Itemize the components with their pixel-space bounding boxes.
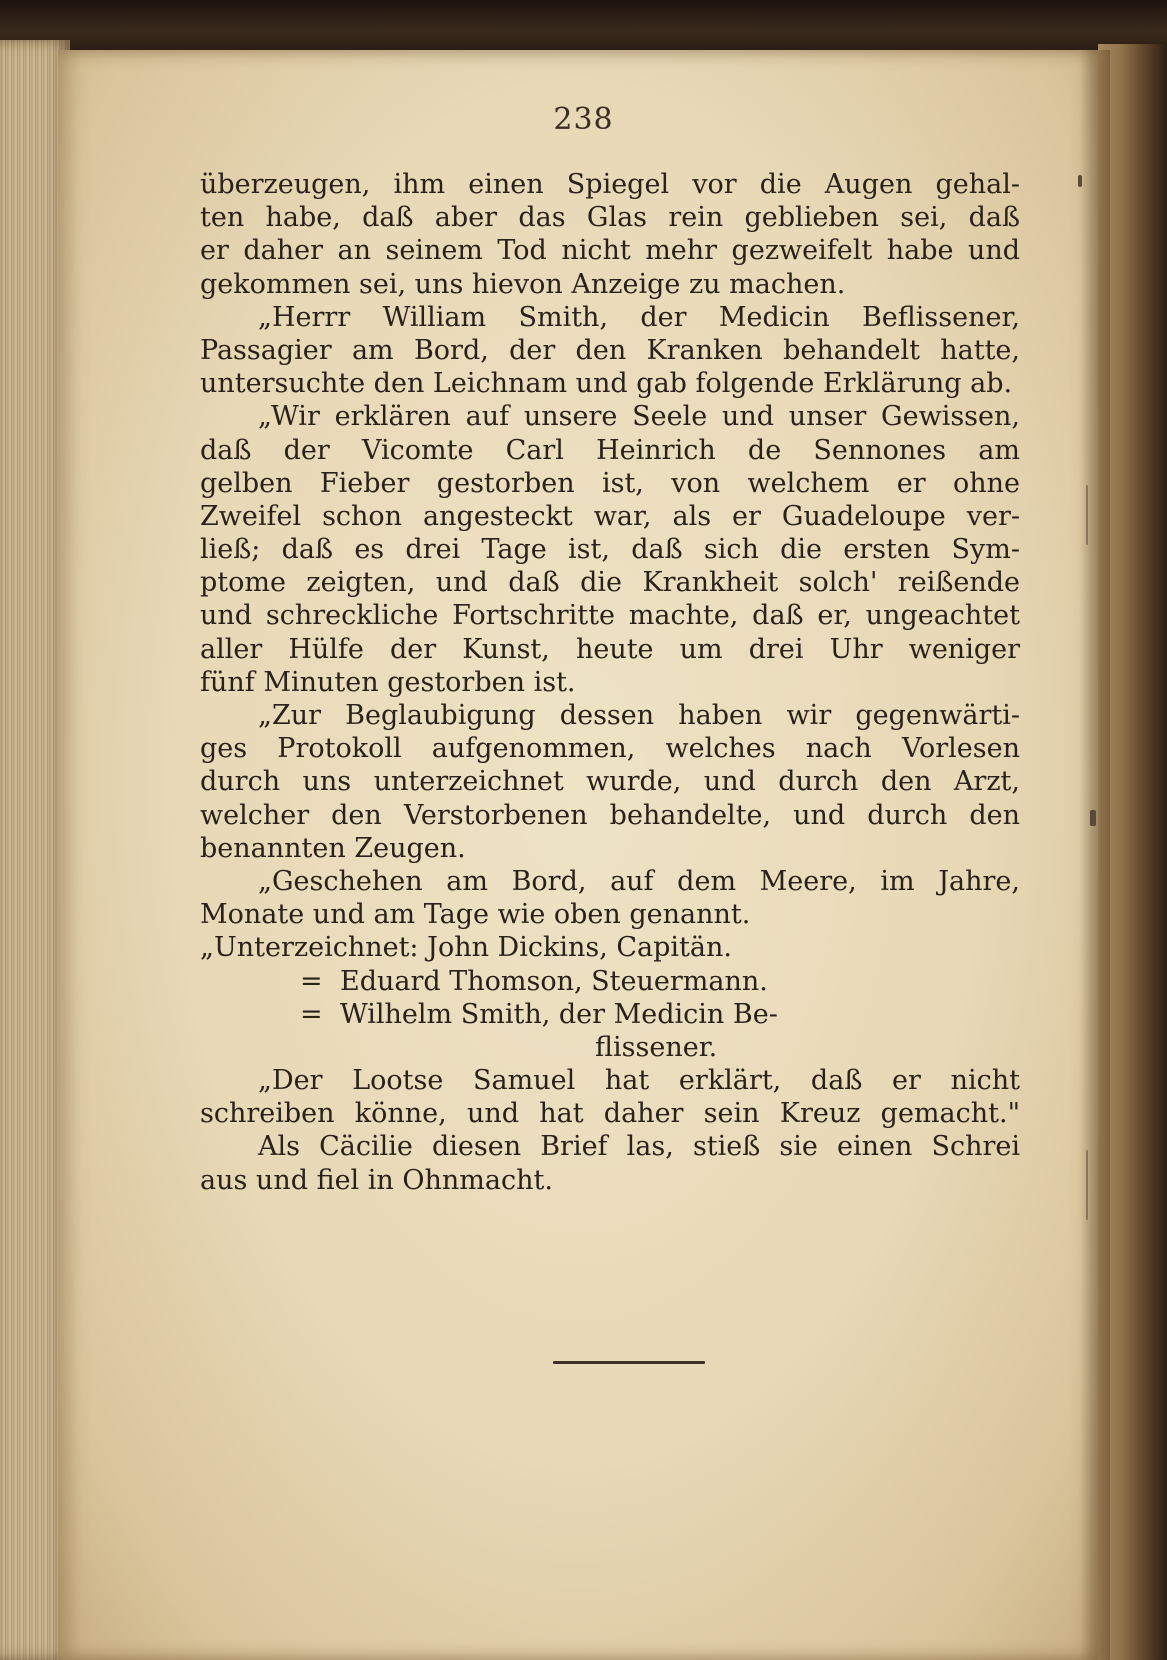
text-line: „Herrr William Smith, der Medicin Beflissener, bbox=[258, 301, 1020, 333]
signature-line bbox=[200, 965, 1020, 998]
margin-line bbox=[1086, 485, 1088, 545]
gutter-shadow bbox=[1080, 50, 1110, 1660]
book-top-edge bbox=[0, 0, 1167, 52]
text-line: Monate und am Tage wie oben genannt. bbox=[200, 899, 751, 931]
text-line: „Geschehen am Bord, auf dem Meere, im Jahre, bbox=[258, 865, 1020, 897]
margin-speck bbox=[1090, 810, 1096, 826]
text-line: überzeugen, ihm einen Spiegel vor die Augen gehal- bbox=[200, 169, 1020, 200]
text-line: ptome zeigten, und daß die Krankheit solch' reißende bbox=[200, 567, 1020, 599]
margin-speck bbox=[1078, 175, 1082, 187]
text-line: ließ; daß es drei Tage ist, daß sich die ersten Sym- bbox=[200, 534, 1020, 566]
signature-line bbox=[200, 998, 1020, 1031]
text-line: Zweifel schon angesteckt war, als er Guadeloupe ver- bbox=[200, 500, 1020, 532]
text-line: benannten Zeugen. bbox=[200, 832, 466, 864]
signature-name: Wilhelm Smith, der Medicin Be- bbox=[340, 998, 778, 1030]
text-line: gekommen sei, uns hievon Anzeige zu machen. bbox=[200, 268, 846, 300]
text-line: Als Cäcilie diesen Brief las, stieß sie einen Schrei bbox=[258, 1131, 1020, 1163]
text-line: ten habe, daß aber das Glas rein geblieben sei, daß bbox=[200, 202, 1020, 234]
text-line: und schreckliche Fortschritte machte, daß er, ungeachtet bbox=[200, 600, 1020, 632]
text-line: fünf Minuten gestorben ist. bbox=[200, 666, 576, 698]
text-line: welcher den Verstorbenen behandelte, und durch den bbox=[200, 799, 1020, 831]
signature-name: Eduard Thomson, Steuermann. bbox=[340, 965, 768, 997]
text-line: schreiben könne, und hat daher sein Kreuz gemacht." bbox=[200, 1098, 1020, 1130]
text-line: gelben Fieber gestorben ist, von welchem er ohne bbox=[200, 467, 1020, 499]
text-line: „Wir erklären auf unsere Seele und unser Gewissen, bbox=[258, 401, 1020, 433]
text-line: untersuchte den Leichnam und gab folgende Erklärung ab. bbox=[200, 368, 1013, 400]
page-number: 238 bbox=[553, 102, 614, 137]
end-rule bbox=[553, 1361, 705, 1364]
margin-line bbox=[1086, 1150, 1088, 1220]
text-line: er daher an seinem Tod nicht mehr gezweifelt habe und bbox=[200, 235, 1020, 267]
text-line: aus und fiel in Ohnmacht. bbox=[200, 1164, 553, 1196]
text-line: aller Hülfe der Kunst, heute um drei Uhr weniger bbox=[200, 633, 1020, 665]
signature-line: „Unterzeichnet: John Dickins, Capitän. bbox=[200, 932, 732, 964]
text-line: „Der Lootse Samuel hat erklärt, daß er nicht bbox=[258, 1065, 1020, 1097]
page-body bbox=[200, 168, 1020, 1197]
text-line: „Zur Beglaubigung dessen haben wir gegenwärti- bbox=[258, 700, 1020, 731]
text-line: daß der Vicomte Carl Heinrich de Sennones am bbox=[200, 434, 1020, 466]
signature-line: flissener. bbox=[595, 1031, 718, 1063]
ditto-mark: = bbox=[300, 965, 323, 997]
text-line: durch uns unterzeichnet wurde, und durch den Arzt, bbox=[200, 766, 1020, 798]
text-line: ges Protokoll aufgenommen, welches nach Vorlesen bbox=[200, 733, 1020, 765]
ditto-mark: = bbox=[300, 998, 323, 1030]
text-line: Passagier am Bord, der den Kranken behandelt hatte, bbox=[200, 334, 1020, 366]
